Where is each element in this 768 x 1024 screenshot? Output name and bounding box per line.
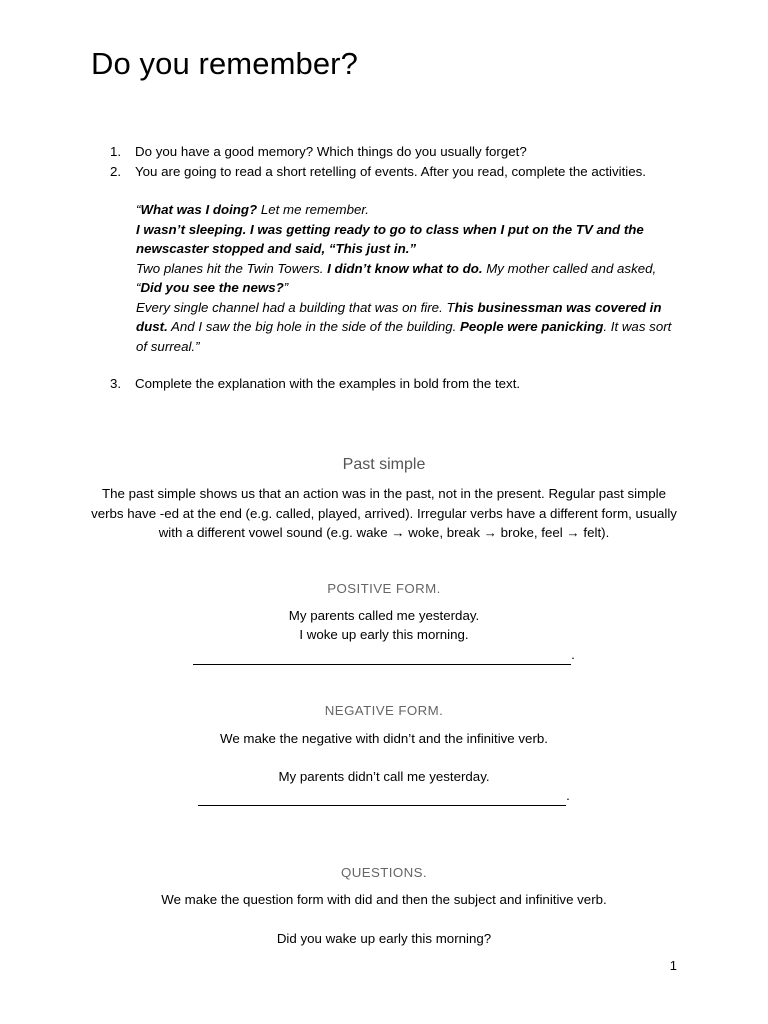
- positive-example-2: I woke up early this morning.: [299, 627, 469, 642]
- questions-rule: We make the question form with did and then the subject and infinitive verb.: [161, 892, 607, 907]
- positive-form-heading: POSITIVE FORM.: [327, 581, 441, 596]
- story-text: [136, 200, 681, 356]
- negative-example-1: My parents didn’t call me yesterday.: [278, 769, 490, 784]
- page-title: Do you remember?: [91, 46, 358, 81]
- list-text: Complete the explanation with the examples in bold from the text.: [135, 376, 521, 391]
- list-item: [110, 162, 646, 182]
- list-number: 2.: [110, 164, 122, 179]
- list-number: 3.: [110, 376, 122, 391]
- list-item: [110, 374, 520, 394]
- positive-answer-line[interactable]: .: [0, 645, 768, 665]
- negative-answer-line[interactable]: .: [0, 786, 768, 806]
- negative-rule: We make the negative with didn’t and the infinitive verb.: [220, 731, 548, 746]
- list-number: 1.: [110, 144, 122, 159]
- questions-list-2: [110, 374, 520, 394]
- story-line-3: Two planes hit the Twin Towers. I didn’t know what to do. My mother called and asked, “Did you see the news?”: [136, 260, 657, 295]
- story-line-4: Every single channel had a building that was on fire. This businessman was covered in dust. And I saw the big hole in the side of the building. People were panicking. It was sort of surreal.”: [136, 299, 672, 354]
- story-line-1: “What was I doing? Let me remember.: [136, 202, 369, 217]
- questions-form-heading: QUESTIONS.: [340, 865, 427, 880]
- fill-in-blank[interactable]: [193, 650, 571, 665]
- list-text: Do you have a good memory? Which things do you usually forget?: [135, 144, 527, 159]
- negative-form-heading: NEGATIVE FORM.: [324, 703, 444, 718]
- fill-in-blank[interactable]: [198, 791, 566, 806]
- positive-example-1: My parents called me yesterday.: [288, 608, 480, 623]
- story-line-2: I wasn’t sleeping. I was getting ready to go to class when I put on the TV and the newscaster stopped and said, “This just in.”: [136, 221, 644, 256]
- page-number: 1: [669, 958, 677, 973]
- list-item: [110, 142, 646, 162]
- past-simple-description: The past simple shows us that an action was in the past, not in the present. Regular past simple verbs have -ed at the end (e.g. called, played, arrived). Irregular verbs have a different form, usually with a different vowel sound (e.g. wake → woke, break → broke, feel → felt).: [91, 486, 677, 540]
- list-text: You are going to read a short retelling of events. After you read, complete the activities.: [135, 164, 647, 179]
- questions-example-1: Did you wake up early this morning?: [276, 931, 492, 946]
- section-heading-past-simple: Past simple: [342, 456, 426, 473]
- questions-list-1: [110, 142, 646, 182]
